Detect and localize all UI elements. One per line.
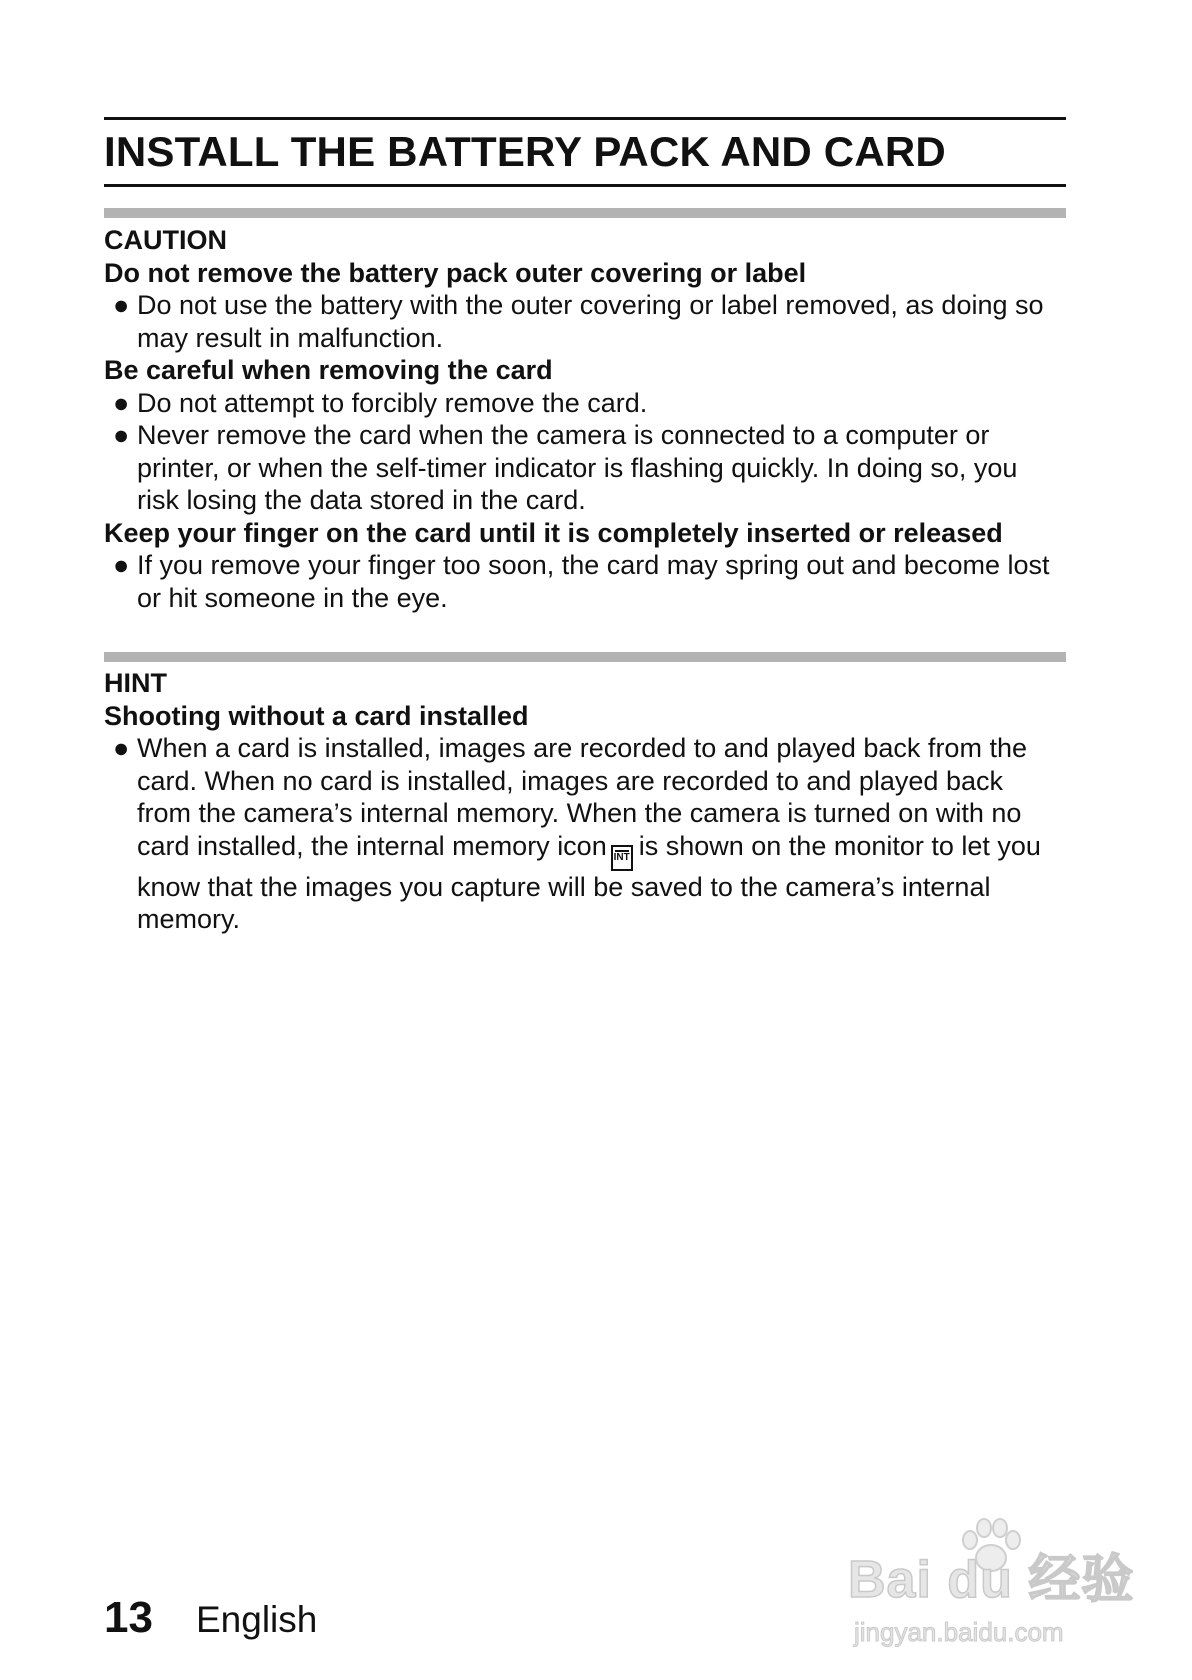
hint-box — [104, 667, 1064, 936]
page-title: INSTALL THE BATTERY PACK AND CARD — [104, 128, 946, 175]
watermark-brand: Bai du 经验 — [848, 1551, 1135, 1609]
bullet-text: Do not attempt to forcibly remove the card. — [137, 387, 648, 418]
hint-label: HINT — [104, 668, 167, 698]
baidu-watermark — [848, 1516, 1148, 1666]
bullet-text-end: is shown on the monitor to let you know that the images you capture will be saved to the camera’s internal memory. — [137, 830, 1041, 934]
bullet-icon: ● — [113, 387, 130, 418]
page-language: English — [196, 1599, 318, 1640]
caution-label: CAUTION — [104, 225, 227, 255]
list-item — [104, 419, 1064, 517]
list-item — [104, 732, 1064, 936]
hint-heading: Shooting without a card installed — [104, 700, 529, 731]
bullet-icon: ● — [113, 550, 130, 580]
caution-divider — [104, 208, 1066, 218]
caution-box — [104, 224, 1064, 614]
list-item — [104, 289, 1064, 354]
watermark-url: jingyan.baidu.com — [854, 1617, 1064, 1647]
bullet-text: Never remove the card when the camera is connected to a computer or printer, or when the self-timer indicator is flashing quickly. In doing so, you risk losing the data stored in the card. — [137, 420, 1018, 515]
bullet-icon: ● — [113, 290, 130, 320]
bullet-text-start: When a card is installed, images are recorded to and played back from the card. When no card is installed, images are recorded to and played back from the camera’s internal memory. When the camera is turned on with no card installed, the internal memory icon — [137, 733, 1027, 861]
list-item — [104, 387, 1064, 420]
page-number: 13 — [104, 1593, 153, 1642]
title-bottom-rule — [104, 184, 1066, 187]
bullet-text: Do not use the battery with the outer covering or label removed, as doing so may result in malfunction. — [137, 290, 1044, 353]
internal-memory-icon: INT — [611, 845, 633, 871]
caution-heading-removing: Be careful when removing the card — [104, 355, 553, 385]
caution-heading-covering: Do not remove the battery pack outer covering or label — [104, 257, 807, 288]
bullet-icon: ● — [113, 733, 130, 763]
title-top-rule — [104, 117, 1066, 120]
caution-heading-finger: Keep your finger on the card until it is completely inserted or released — [104, 517, 1003, 548]
list-item — [104, 549, 1064, 614]
bullet-icon: ● — [113, 420, 130, 450]
bullet-text: If you remove your finger too soon, the card may spring out and become lost or hit someone in the eye. — [137, 550, 1050, 613]
hint-divider — [104, 652, 1066, 662]
